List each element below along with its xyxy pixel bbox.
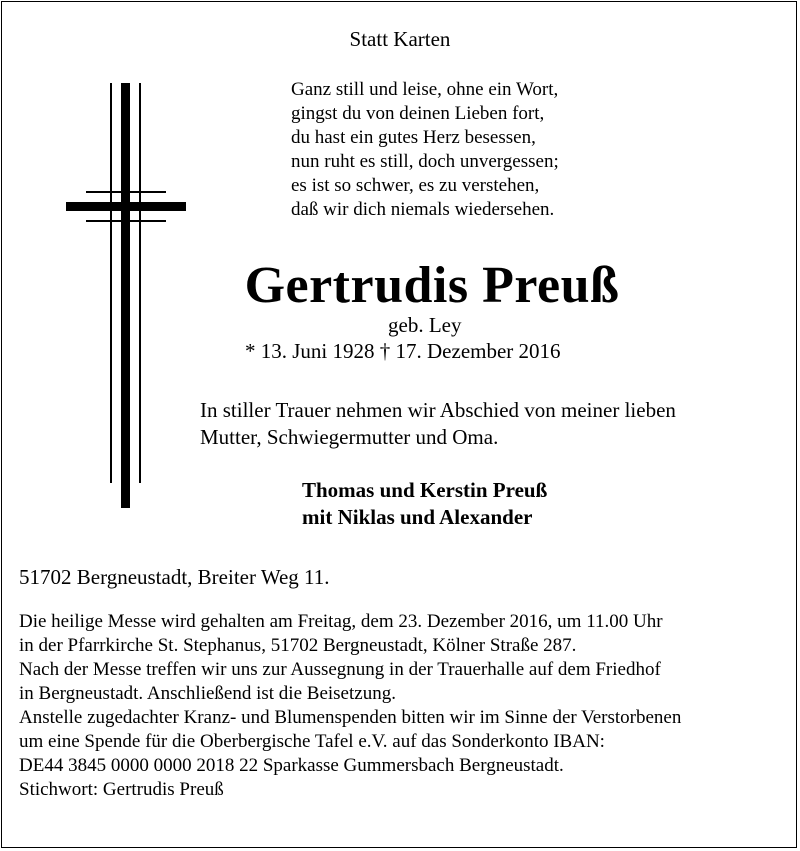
details-line: in Bergneustadt. Anschließend ist die Beisetzung. (19, 683, 396, 704)
details-line: Die heilige Messe wird gehalten am Freitag, dem 23. Dezember 2016, um 11.00 Uhr (19, 611, 663, 632)
mourning-text (200, 397, 676, 451)
details-line: um eine Spende für die Oberbergische Tafel e.V. auf das Sonderkonto IBAN: (19, 731, 605, 752)
address: 51702 Bergneustadt, Breiter Weg 11. (19, 565, 330, 589)
details-line: Stichwort: Gertrudis Preuß (19, 779, 224, 800)
family-line: Thomas und Kerstin Preuß (302, 478, 548, 502)
poem-line: Ganz still und leise, ohne ein Wort, (291, 79, 559, 100)
poem-line: gingst du von deinen Lieben fort, (291, 103, 545, 124)
life-dates: * 13. Juni 1928 † 17. Dezember 2016 (245, 339, 561, 363)
details-line: in der Pfarrkirche St. Stephanus, 51702 Bergneustadt, Kölner Straße 287. (19, 635, 577, 656)
family-names (302, 477, 547, 531)
details-line: DE44 3845 0000 0000 2018 22 Sparkasse Gummersbach Bergneustadt. (19, 755, 564, 776)
mourning-line: Mutter, Schwiegermutter und Oma. (200, 425, 499, 449)
details-line: Anstelle zugedachter Kranz- und Blumenspenden bitten wir im Sinne der Verstorbenen (19, 707, 682, 728)
poem-line: daß wir dich niemals wiedersehen. (291, 199, 555, 220)
details-line: Nach der Messe treffen wir uns zur Aussegnung in der Trauerhalle auf dem Friedhof (19, 659, 661, 680)
family-line: mit Niklas und Alexander (302, 505, 533, 529)
poem (291, 78, 559, 222)
deceased-name: Gertrudis Preuß (244, 257, 620, 314)
service-details (19, 610, 681, 802)
mourning-line: In stiller Trauer nehmen wir Abschied von meiner lieben (200, 398, 676, 422)
header-title: Statt Karten (349, 27, 451, 51)
cross-beam (66, 202, 186, 211)
maiden-name: geb. Ley (388, 313, 462, 337)
poem-line: es ist so schwer, es zu verstehen, (291, 175, 540, 196)
poem-line: nun ruht es still, doch unvergessen; (291, 151, 559, 172)
poem-line: du hast ein gutes Herz besessen, (291, 127, 536, 148)
